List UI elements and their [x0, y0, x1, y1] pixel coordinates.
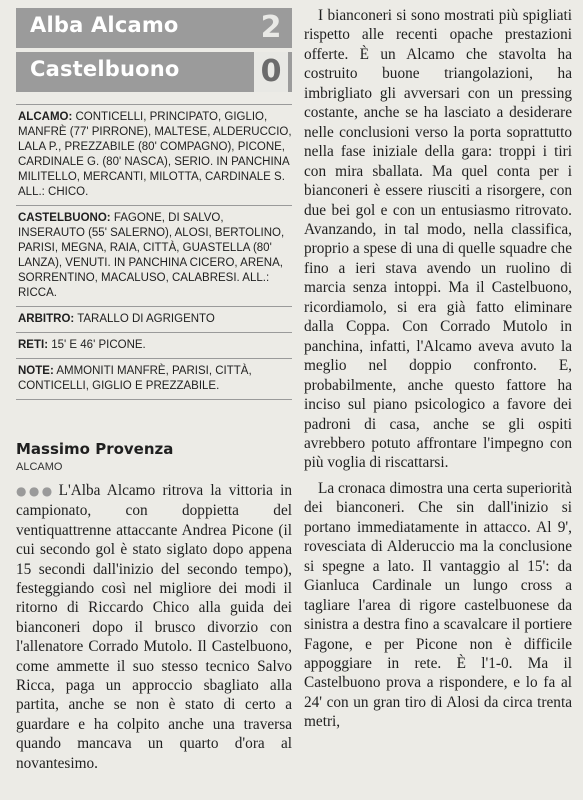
home-team-score: 2 [260, 10, 282, 45]
notes-label: NOTE: [18, 365, 54, 377]
bullet-dots-icon: ●●● [16, 484, 55, 498]
lineup-alcamo-text: CONTICELLI, PRINCIPATO, GIGLIO, MANFRÈ (77' PIRRONE), MALTESE, ALDERUCCIO, LALA P., PREZZABILE (80' COMPAGNO), PICONE, CARDINALE G. (80' NASCA), SERIO. IN PANCHINA MILITELLO, MERCANTI, MILOTTA, CARDINALE S. ALL.: CHICO. [18, 111, 292, 198]
article-paragraph-1: I bianconeri si sono mostrati più spigliati rispetto alle recenti opache prestazioni offerte. È un Alcamo che stavolta ha costruito buone triangolazioni, ha imbrigliato gli avversari con un pressing costante, anche se ha lasciato a desiderare nelle conclusioni verso la porta soprattutto nella fase iniziale della gara: troppi i tiri con mira sballata. Ma quel conta per i bianconeri è essere riusciti a risorgere, con due bei gol e con un entusiasmo ritrovato. Avanzando, in tal modo, nella classifica, proprio a spese di una di quelle squadre che fino a ieri stava avendo un ruolino di marcia senza intoppi. Ma il Castelbuono, ricordiamolo, si era già fatto eliminare dalla Coppa. Con Corrado Mutolo in panchina, infatti, l'Alcamo aveva avuto la meglio nel doppio confronto. E, probabilmente, anche questo fattore ha inciso sul piano psicologico a favore dei padroni di casa, anche se gli ospiti avrebbero potuto affrontare l'impegno con più voglia di riscattarsi. [304, 7, 572, 472]
article-paragraph-2: La cronaca dimostra una certa superiorità dei bianconeri. Che sin dall'inizio si portano immediatamente in attacco. Al 9', rovesciata di Alderuccio ma la conclusione si spegne a lato. Il vantaggio al 15': da Gianluca Cardinale un lungo cross a tagliare l'area di rigore castelbuonese da sinistra a destra fino a scavalcare il portiere Fagone, e per Picone non è difficile appoggiare in rete. È l'1-0. Ma il Castelbuono prova a rispondere, e lo fa al 24' con un gran tiro di Alosi da circa trenta metri, [304, 479, 572, 731]
lineup-castelbuono [16, 206, 292, 307]
byline [16, 440, 292, 473]
lineup-castelbuono-label: CASTELBUONO: [18, 212, 111, 224]
goals-text: 15' E 46' PICONE. [48, 339, 146, 351]
home-team-name: Alba Alcamo [30, 13, 179, 37]
goals-label: RETI: [18, 339, 49, 351]
article-lead-text: L'Alba Alcamo ritrova la vittoria in campionato, con doppietta del ventiquattrenne attaccante Andrea Picone (il cui secondo gol è stato siglato dopo appena 15 secondi dall'inizio del secondo tempo), festeggiando così nel migliore dei modi il ritorno di Riccardo Chico alla guida dei bianconeri dopo il brusco divorzio con l'allenatore Corrado Mutolo. Il Castelbuono, come ammette il suo stesso tecnico Salvo Ricca, paga un approccio sbagliato alla partita, anche se non è stato di certo a guardare e ha colpito anche una traversa quando mancava un quarto d'ora al novantesimo. [16, 482, 292, 772]
referee-info [16, 307, 292, 333]
lineup-alcamo [16, 104, 292, 206]
scoreboard-away [16, 52, 292, 92]
author-name: Massimo Provenza [16, 440, 174, 458]
away-team-score: 0 [254, 52, 288, 92]
match-info [16, 104, 292, 400]
referee-text: TARALLO DI AGRIGENTO [74, 313, 215, 325]
left-column [16, 8, 292, 773]
dateline-place: ALCAMO [16, 461, 63, 473]
notes-info [16, 359, 292, 400]
lineup-castelbuono-text: FAGONE, DI SALVO, INSERAUTO (55' SALERNO), ALOSI, BERTOLINO, PARISI, MEGNA, RAIA, CITTÀ, GUASTELLA (80' LANZA), VENUTI. IN PANCHINA CICERO, ARENA, SORRENTINO, MACALUSO, CALABRESI. ALL.: RICCA. [18, 212, 285, 299]
right-column [304, 6, 572, 732]
referee-label: ARBITRO: [18, 313, 75, 325]
away-team-name: Castelbuono [30, 57, 180, 81]
goals-info [16, 333, 292, 359]
scoreboard-home [16, 8, 292, 48]
article-lead [16, 481, 292, 773]
notes-text: AMMONITI MANFRÈ, PARISI, CITTÀ, CONTICELLI, GIGLIO E PREZZABILE. [18, 365, 252, 392]
lineup-alcamo-label: ALCAMO: [18, 111, 73, 123]
